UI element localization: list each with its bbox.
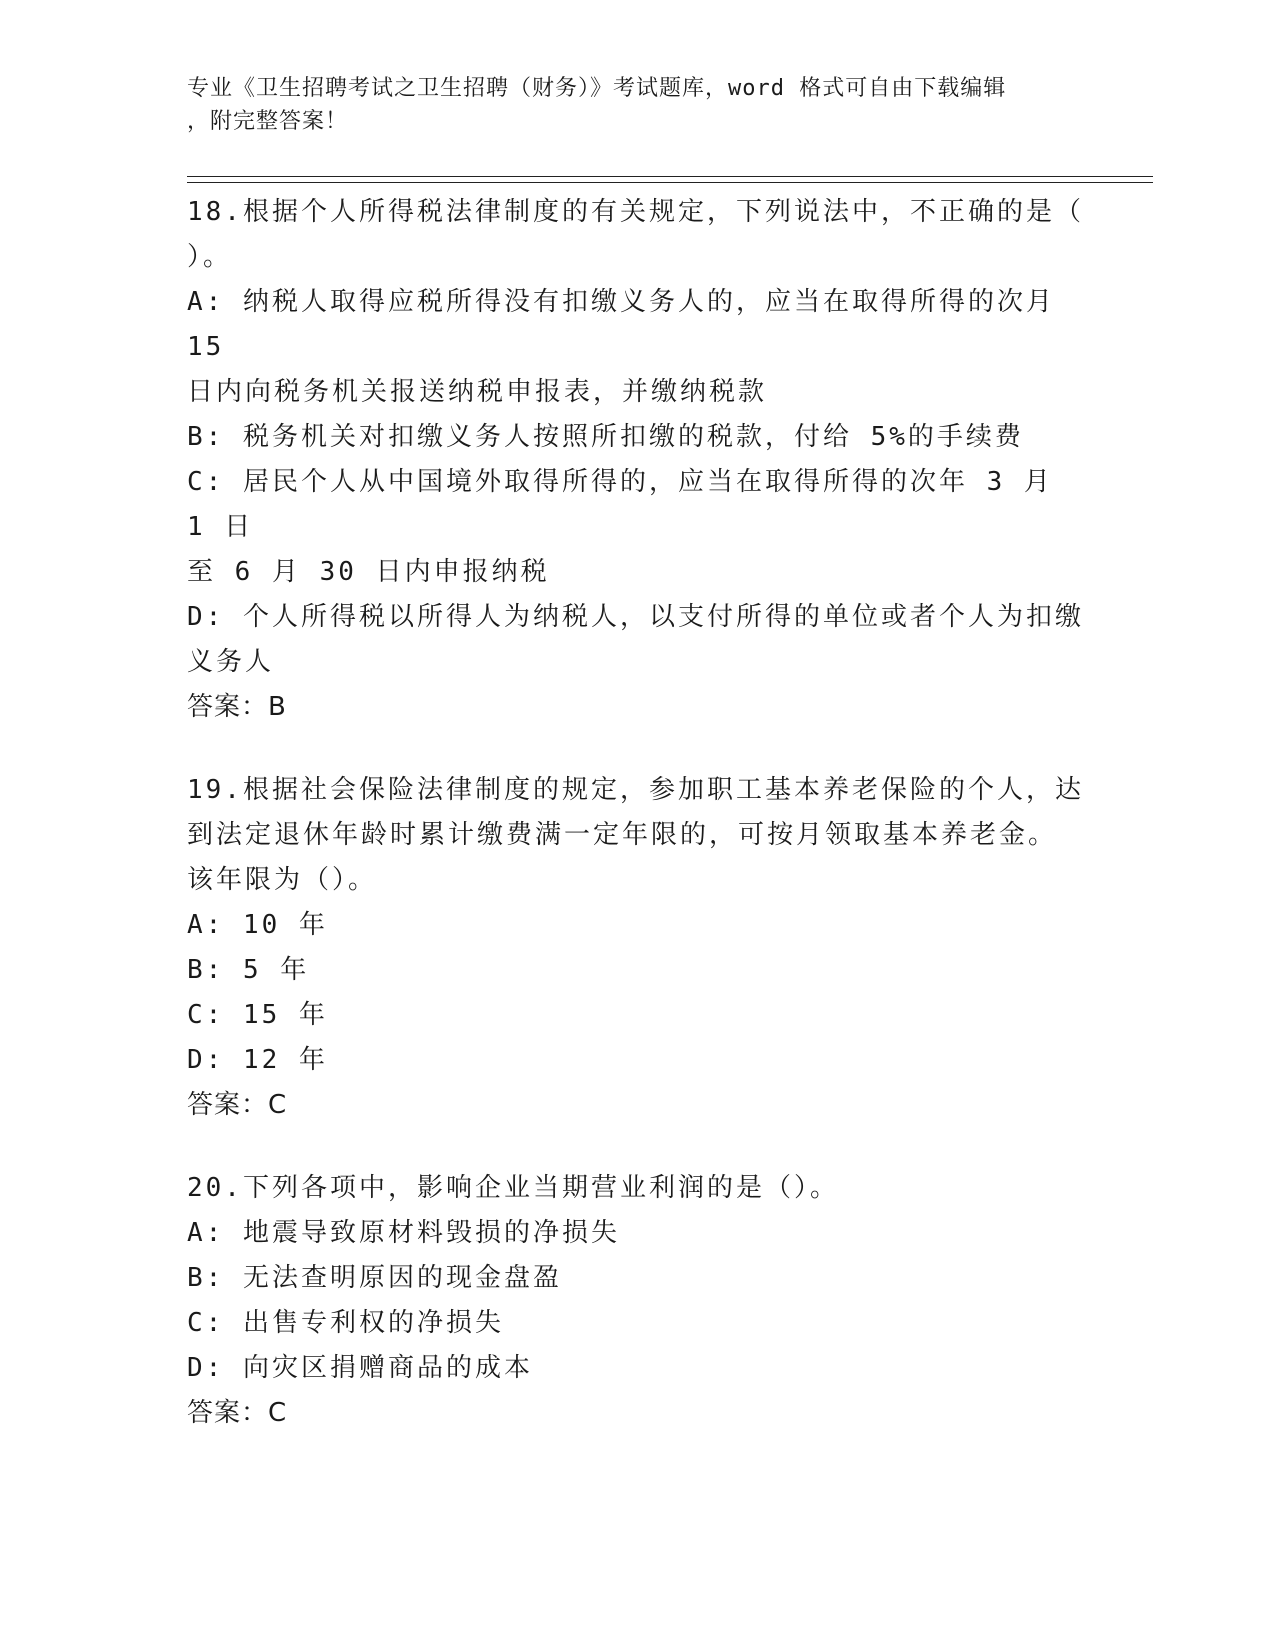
option-b: B: 税务机关对扣缴义务人按照所扣缴的税款，付给 5%的手续费 (187, 422, 1024, 452)
question-text-line: ）。 (187, 242, 233, 272)
option-d: D: 向灾区捐赠商品的成本 (187, 1353, 533, 1383)
question-text-line: 18.根据个人所得税法律制度的有关规定，下列说法中，不正确的是（ (187, 197, 1084, 227)
header-line-2: ，附完整答案！ (187, 109, 349, 134)
question-20 (187, 1166, 1087, 1436)
answer-label: 答案：B (187, 692, 287, 722)
option-c: C: 出售专利权的净损失 (187, 1308, 504, 1338)
question-text-line: 19.根据社会保险法律制度的规定，参加职工基本养老保险的个人，达 (187, 775, 1084, 805)
option-d: D: 个人所得税以所得人为纳税人，以支付所得的单位或者个人为扣缴 (187, 602, 1084, 632)
option-a: A: 10 年 (187, 910, 328, 940)
option-a-continued: 日内向税务机关报送纳税申报表，并缴纳税款 (187, 377, 768, 407)
header-divider-bottom (187, 182, 1153, 183)
option-c-continued: 至 6 月 30 日内申报纳税 (187, 557, 550, 587)
option-c: C: 居民个人从中国境外取得所得的，应当在取得所得的次年 3 月 1 日 (187, 467, 1072, 542)
option-b: B: 5 年 (187, 955, 310, 985)
answer-label: 答案：C (187, 1090, 288, 1120)
question-19 (187, 768, 1087, 1128)
question-list (187, 190, 1087, 1474)
option-a: A: 纳税人取得应税所得没有扣缴义务人的，应当在取得所得的次月 15 (187, 287, 1074, 362)
option-b: B: 无法查明原因的现金盘盈 (187, 1263, 562, 1293)
option-c: C: 15 年 (187, 1000, 328, 1030)
question-18 (187, 190, 1087, 730)
header-divider-top (187, 176, 1153, 177)
option-a: A: 地震导致原材料毁损的净损失 (187, 1218, 620, 1248)
option-d-continued: 义务人 (187, 647, 275, 677)
question-text-line: 20.下列各项中，影响企业当期营业利润的是（）。 (187, 1173, 839, 1203)
header-line-1: 专业《卫生招聘考试之卫生招聘（财务）》考试题库，word 格式可自由下载编辑 (187, 76, 1007, 101)
document-header (187, 72, 1077, 138)
option-d: D: 12 年 (187, 1045, 328, 1075)
question-text-line: 该年限为（）。 (187, 865, 378, 895)
question-text-line: 到法定退休年龄时累计缴费满一定年限的，可按月领取基本养老金。 (187, 820, 1058, 850)
answer-label: 答案：C (187, 1398, 288, 1428)
